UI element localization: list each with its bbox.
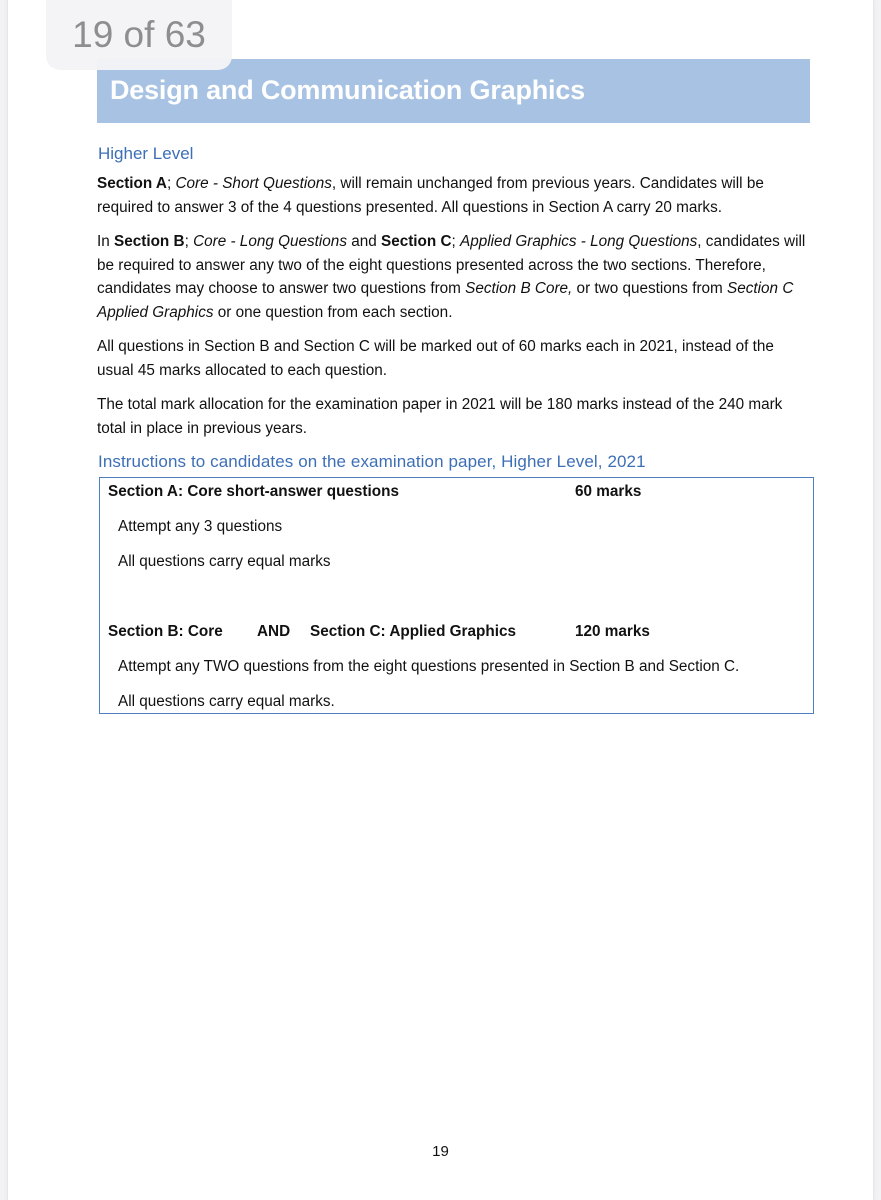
paragraph-section-b-c: In Section B; Core - Long Questions and Section C; Applied Graphics - Long Questions, candidates will be required to answer any two of the eight questions presented across the two sections. Therefore, candidates may choose to answer two questions from Section B Core, or two questions from Section C Applied Graphics or one question from each section. bbox=[97, 233, 806, 321]
paragraph-marks-2021: All questions in Section B and Section C will be marked out of 60 marks each in 2021, instead of the usual 45 marks allocated to each question. bbox=[97, 338, 774, 379]
section-a-label: Section A: Core short-answer questions bbox=[108, 483, 399, 500]
instructions-heading: Instructions to candidates on the examination paper, Higher Level, 2021 bbox=[98, 452, 646, 471]
page-counter-badge: 19 of 63 bbox=[46, 0, 232, 70]
paragraph-total-marks: The total mark allocation for the examination paper in 2021 will be 180 marks instead of the 240 mark total in place in previous years. bbox=[97, 396, 783, 437]
section-bc-instruction-2: All questions carry equal marks. bbox=[118, 693, 335, 710]
section-a-instruction-1: Attempt any 3 questions bbox=[118, 518, 283, 535]
section-a-instruction-2: All questions carry equal marks bbox=[118, 553, 331, 570]
page-title: Design and Communication Graphics bbox=[110, 75, 585, 105]
higher-level-heading: Higher Level bbox=[98, 144, 194, 163]
and-label: AND bbox=[257, 623, 291, 640]
document-page bbox=[8, 0, 873, 1200]
section-a-marks: 60 marks bbox=[575, 483, 642, 500]
section-bc-instruction-1: Attempt any TWO questions from the eight questions presented in Section B and Section C. bbox=[118, 658, 740, 675]
paragraph-section-a: Section A; Core - Short Questions, will remain unchanged from previous years. Candidates will be required to answer 3 of the 4 questions presented. All questions in Section A carry 20 marks. bbox=[97, 175, 764, 216]
section-b-label: Section B: Core bbox=[108, 623, 223, 640]
section-c-label: Section C: Applied Graphics bbox=[310, 623, 516, 640]
section-bc-marks: 120 marks bbox=[575, 623, 650, 640]
instructions-box bbox=[99, 477, 814, 714]
page-number: 19 bbox=[432, 1143, 449, 1160]
